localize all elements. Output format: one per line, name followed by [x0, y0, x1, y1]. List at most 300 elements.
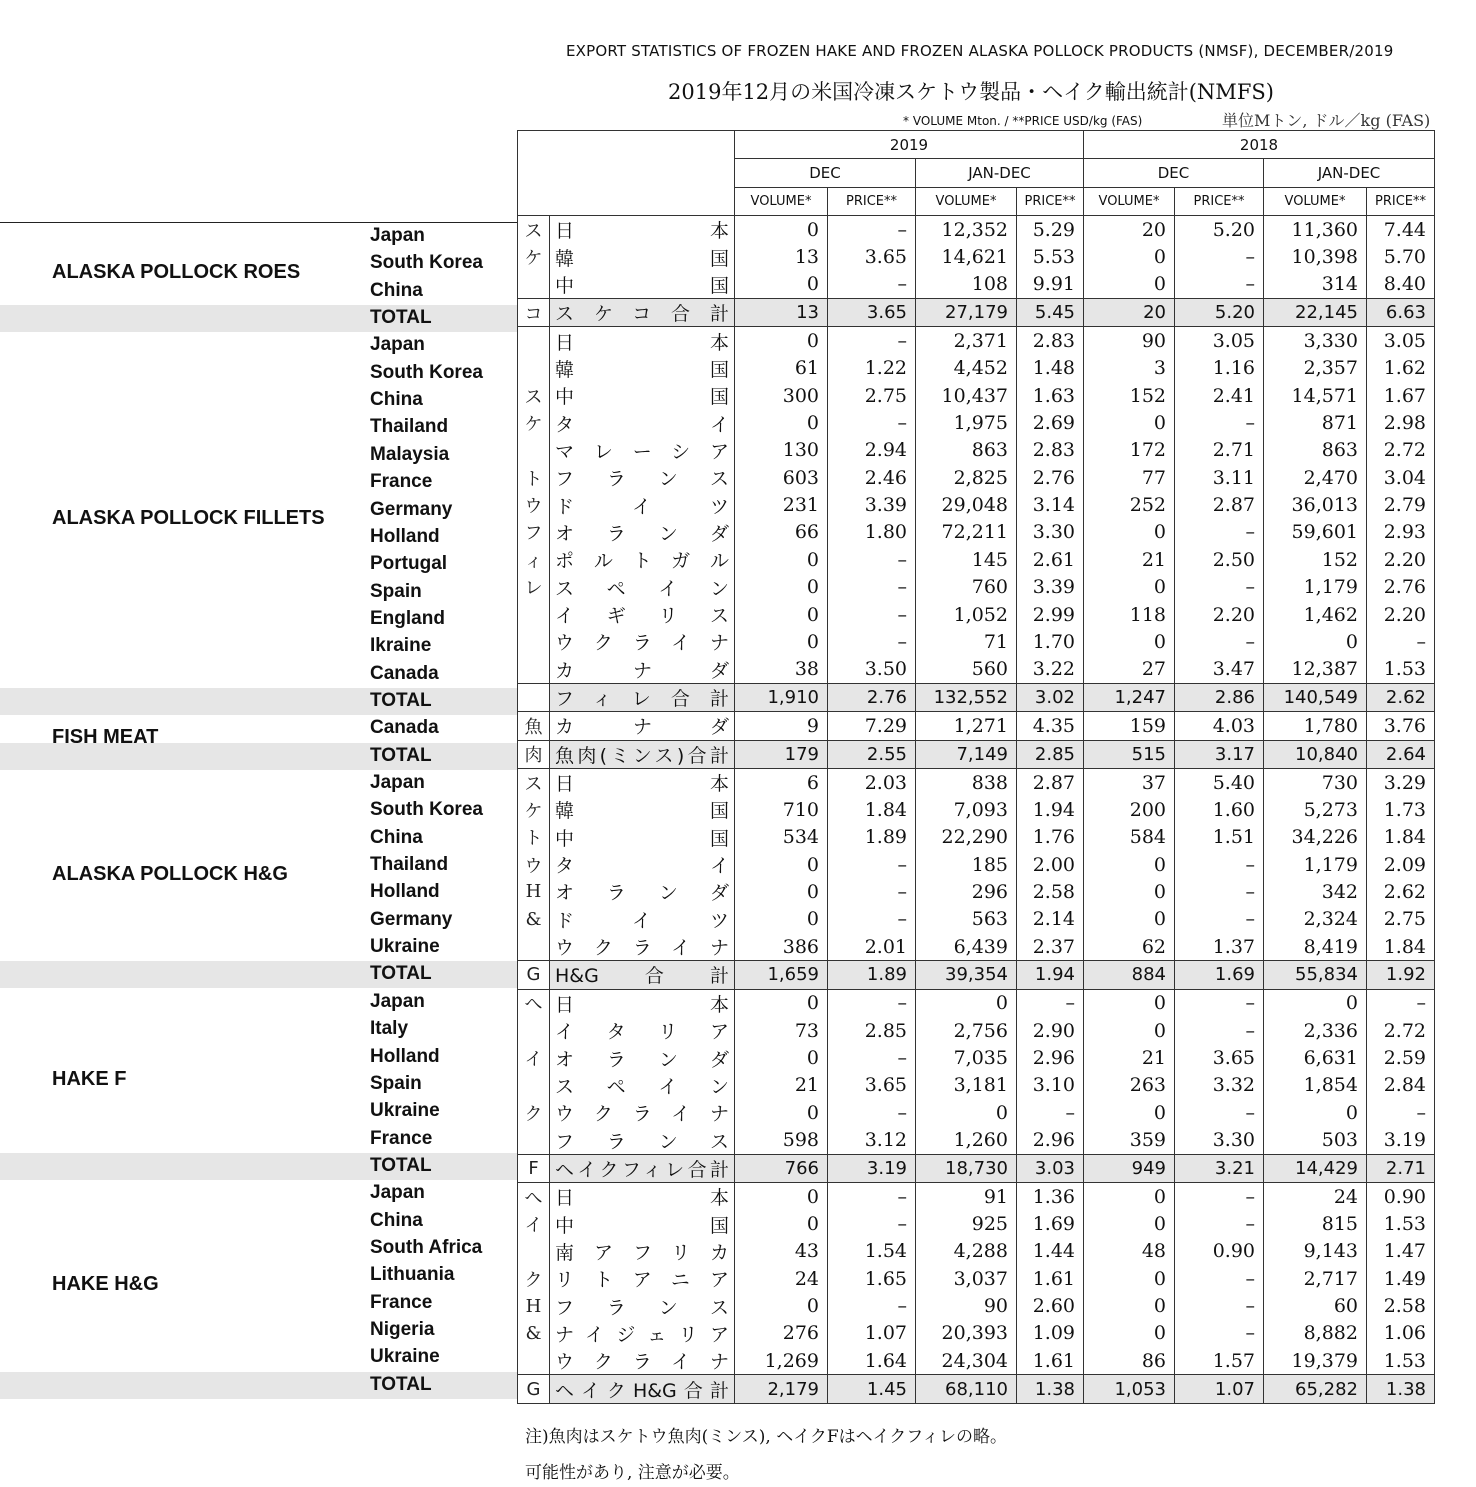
price-cell: 1.36: [1017, 1183, 1084, 1211]
volume-cell: 0: [735, 1210, 828, 1237]
price-cell: –: [828, 271, 916, 299]
table-row: [518, 1099, 1435, 1126]
volume-cell: 2,470: [1264, 464, 1367, 491]
destination-jp: H&G合計: [550, 961, 735, 989]
price-cell: 1.51: [1175, 824, 1264, 851]
price-cell: 1.54: [828, 1238, 916, 1265]
table-row: [518, 1183, 1435, 1211]
volume-cell: 231: [735, 491, 828, 518]
price-cell: 2.90: [1017, 1017, 1084, 1044]
volume-cell: 7,035: [916, 1044, 1017, 1071]
price-cell: 2.93: [1367, 519, 1435, 546]
category-kana: [518, 271, 550, 299]
price-cell: 4.35: [1017, 712, 1084, 740]
price-cell: 2.83: [1017, 327, 1084, 355]
volume-cell: 10,398: [1264, 243, 1367, 270]
volume-cell: 55,834: [1264, 961, 1367, 989]
price-cell: 2.61: [1017, 546, 1084, 573]
table-row: [518, 1017, 1435, 1044]
volume-cell: 68,110: [916, 1375, 1017, 1403]
volume-cell: 24: [735, 1265, 828, 1292]
volume-cell: 6,439: [916, 933, 1017, 961]
volume-cell: 863: [916, 437, 1017, 464]
period-dec-2019: DEC: [735, 159, 916, 187]
section-label: FISH MEAT: [52, 725, 159, 748]
total-band: [0, 305, 517, 332]
volume-cell: 0: [1084, 1265, 1175, 1292]
price-cell: 5.40: [1175, 768, 1264, 796]
volume-cell: 0: [1084, 409, 1175, 436]
destination-jp: イタリア: [550, 1017, 735, 1044]
category-kana: &: [518, 906, 550, 933]
volume-cell: 0: [1084, 243, 1175, 270]
price-cell: –: [1367, 1099, 1435, 1126]
volume-cell: 36,013: [1264, 491, 1367, 518]
country-label: Ikraine: [370, 635, 432, 657]
total-label: TOTAL: [370, 744, 432, 766]
volume-cell: 314: [1264, 271, 1367, 299]
volume-cell: 263: [1084, 1072, 1175, 1099]
country-label: China: [370, 389, 423, 411]
total-band: [0, 688, 517, 715]
price-cell: 2.76: [828, 683, 916, 711]
price-cell: 3.03: [1017, 1154, 1084, 1182]
volume-cell: 1,659: [735, 961, 828, 989]
volume-cell: 766: [735, 1154, 828, 1182]
volume-cell: 1,854: [1264, 1072, 1367, 1099]
price-cell: 3.32: [1175, 1072, 1264, 1099]
table-row: [518, 216, 1435, 244]
price-cell: 2.72: [1367, 437, 1435, 464]
volume-cell: 359: [1084, 1126, 1175, 1154]
table-row: [518, 989, 1435, 1017]
category-kana: &: [518, 1320, 550, 1347]
volume-cell: 0: [1264, 628, 1367, 655]
destination-jp: 日本: [550, 1183, 735, 1211]
volume-cell: 0: [1084, 1017, 1175, 1044]
table-row: [518, 851, 1435, 878]
category-kana: ケ: [518, 796, 550, 823]
volume-cell: 2,756: [916, 1017, 1017, 1044]
price-cell: 2.41: [1175, 382, 1264, 409]
volume-cell: 10,840: [1264, 740, 1367, 768]
volume-cell: 296: [916, 878, 1017, 905]
volume-cell: 132,552: [916, 683, 1017, 711]
price-cell: –: [1175, 989, 1264, 1017]
category-kana: [518, 1126, 550, 1154]
price-cell: 2.96: [1017, 1044, 1084, 1071]
title-english: EXPORT STATISTICS OF FROZEN HAKE AND FROZEN ALASKA POLLOCK PRODUCTS (NMSF), DECEMBER/2019: [566, 42, 1394, 60]
volume-cell: 8,419: [1264, 933, 1367, 961]
country-label: Canada: [370, 717, 439, 739]
price-cell: 1.76: [1017, 824, 1084, 851]
table-row: [518, 546, 1435, 573]
destination-jp: フランス: [550, 1292, 735, 1319]
volume-cell: 515: [1084, 740, 1175, 768]
destination-jp: イギリス: [550, 601, 735, 628]
country-label: Japan: [370, 1182, 425, 1204]
volume-cell: 0: [1084, 1292, 1175, 1319]
price-cell: 1.63: [1017, 382, 1084, 409]
price-cell: –: [828, 1292, 916, 1319]
volume-cell: 34,226: [1264, 824, 1367, 851]
price-cell: 2.60: [1017, 1292, 1084, 1319]
col-price: PRICE**: [1367, 187, 1435, 215]
volume-cell: 1,052: [916, 601, 1017, 628]
volume-cell: 118: [1084, 601, 1175, 628]
price-cell: 2.58: [1367, 1292, 1435, 1319]
price-cell: –: [1175, 1265, 1264, 1292]
volume-cell: 0: [1084, 1099, 1175, 1126]
destination-jp: カナダ: [550, 712, 735, 740]
country-label: Spain: [370, 580, 422, 602]
volume-cell: 534: [735, 824, 828, 851]
section-label: ALASKA POLLOCK H&G: [52, 862, 288, 885]
section-label: ALASKA POLLOCK ROES: [52, 261, 301, 284]
price-cell: 1.67: [1367, 382, 1435, 409]
volume-cell: 13: [735, 243, 828, 270]
table-row: [518, 1072, 1435, 1099]
table-row: [518, 601, 1435, 628]
volume-cell: 1,179: [1264, 574, 1367, 601]
destination-jp: ヘイクH&G合計: [550, 1375, 735, 1403]
price-cell: 1.64: [828, 1347, 916, 1375]
volume-cell: 61: [735, 355, 828, 382]
price-cell: 3.39: [1017, 574, 1084, 601]
country-label: Germany: [370, 498, 453, 520]
destination-jp: 韓国: [550, 243, 735, 270]
volume-cell: 48: [1084, 1238, 1175, 1265]
category-kana: ト: [518, 464, 550, 491]
table-row: [518, 1265, 1435, 1292]
destination-jp: 韓国: [550, 355, 735, 382]
volume-cell: 0: [735, 851, 828, 878]
volume-cell: 0: [1264, 1099, 1367, 1126]
price-cell: 3.05: [1175, 327, 1264, 355]
total-band: [0, 1372, 517, 1399]
price-cell: 3.30: [1175, 1126, 1264, 1154]
price-cell: 0.90: [1367, 1183, 1435, 1211]
volume-cell: 730: [1264, 768, 1367, 796]
category-kana: [518, 1347, 550, 1375]
category-kana: イ: [518, 1044, 550, 1071]
price-cell: 2.96: [1017, 1126, 1084, 1154]
category-kana: ケ: [518, 409, 550, 436]
volume-cell: 130: [735, 437, 828, 464]
volume-cell: 815: [1264, 1210, 1367, 1237]
country-label: Nigeria: [370, 1319, 435, 1340]
price-cell: 2.20: [1175, 601, 1264, 628]
volume-cell: 90: [916, 1292, 1017, 1319]
price-cell: 5.45: [1017, 299, 1084, 327]
price-cell: 1.16: [1175, 355, 1264, 382]
table-row: [518, 1044, 1435, 1071]
volume-cell: 863: [1264, 437, 1367, 464]
destination-jp: 日本: [550, 989, 735, 1017]
price-cell: 1.22: [828, 355, 916, 382]
price-cell: 2.46: [828, 464, 916, 491]
volume-cell: 86: [1084, 1347, 1175, 1375]
category-kana: ス: [518, 382, 550, 409]
volume-cell: 13: [735, 299, 828, 327]
price-cell: 1.84: [828, 796, 916, 823]
header-blank: [518, 131, 735, 216]
volume-cell: 3,330: [1264, 327, 1367, 355]
volume-cell: 0: [1084, 906, 1175, 933]
price-cell: –: [1175, 1099, 1264, 1126]
period-jandec-2018: JAN-DEC: [1264, 159, 1435, 187]
price-cell: –: [1175, 878, 1264, 905]
volume-cell: 0: [1264, 989, 1367, 1017]
price-cell: 1.38: [1367, 1375, 1435, 1403]
price-cell: 2.20: [1367, 546, 1435, 573]
volume-cell: 3,181: [916, 1072, 1017, 1099]
volume-cell: 29,048: [916, 491, 1017, 518]
volume-cell: 60: [1264, 1292, 1367, 1319]
volume-cell: 0: [735, 574, 828, 601]
country-label: Germany: [370, 908, 453, 930]
table-row: [518, 768, 1435, 796]
country-label: Portugal: [370, 553, 448, 575]
destination-jp: 日本: [550, 327, 735, 355]
volume-cell: 72,211: [916, 519, 1017, 546]
price-cell: 2.71: [1367, 1154, 1435, 1182]
category-kana: G: [518, 961, 550, 989]
volume-cell: 19,379: [1264, 1347, 1367, 1375]
category-kana: フ: [518, 519, 550, 546]
country-label: Holland: [370, 1045, 440, 1067]
price-cell: 1.94: [1017, 961, 1084, 989]
volume-cell: 39,354: [916, 961, 1017, 989]
price-cell: 2.79: [1367, 491, 1435, 518]
volume-cell: 77: [1084, 464, 1175, 491]
volume-cell: 0: [1084, 1320, 1175, 1347]
country-label: Ukraine: [370, 936, 440, 958]
destination-jp: ヘイクフィレ合計: [550, 1154, 735, 1182]
price-cell: –: [828, 1210, 916, 1237]
table-row: [518, 906, 1435, 933]
country-label: Spain: [370, 1072, 422, 1094]
price-cell: 1.80: [828, 519, 916, 546]
period-dec-2018: DEC: [1084, 159, 1264, 187]
volume-cell: 598: [735, 1126, 828, 1154]
total-band: [0, 1153, 517, 1180]
total-band: [0, 961, 517, 988]
volume-cell: 108: [916, 271, 1017, 299]
volume-cell: 1,247: [1084, 683, 1175, 711]
volume-cell: 0: [735, 546, 828, 573]
price-cell: 2.00: [1017, 851, 1084, 878]
volume-cell: 43: [735, 1238, 828, 1265]
price-cell: 2.59: [1367, 1044, 1435, 1071]
section-label: HAKE H&G: [52, 1272, 159, 1295]
price-cell: 2.87: [1017, 768, 1084, 796]
country-label: Holland: [370, 881, 440, 903]
volume-cell: 0: [916, 1099, 1017, 1126]
destination-jp: マレーシア: [550, 437, 735, 464]
category-kana: [518, 1072, 550, 1099]
price-cell: 1.07: [1175, 1375, 1264, 1403]
total-label: TOTAL: [370, 963, 432, 985]
price-cell: 4.03: [1175, 712, 1264, 740]
table-row: [518, 382, 1435, 409]
category-kana: レ: [518, 574, 550, 601]
total-row: [518, 683, 1435, 711]
volume-cell: 2,179: [735, 1375, 828, 1403]
table-row: [518, 355, 1435, 382]
volume-cell: 62: [1084, 933, 1175, 961]
price-cell: 1.53: [1367, 1210, 1435, 1237]
volume-cell: 0: [1084, 1183, 1175, 1211]
country-label: China: [370, 279, 423, 301]
volume-cell: 252: [1084, 491, 1175, 518]
category-kana: [518, 933, 550, 961]
price-cell: –: [828, 989, 916, 1017]
col-volume: VOLUME*: [1084, 187, 1175, 215]
price-cell: 3.11: [1175, 464, 1264, 491]
volume-cell: 2,357: [1264, 355, 1367, 382]
price-cell: 2.76: [1017, 464, 1084, 491]
table-row: [518, 574, 1435, 601]
country-label: Thailand: [370, 854, 449, 876]
price-cell: –: [1017, 989, 1084, 1017]
destination-jp: ドイツ: [550, 906, 735, 933]
volume-cell: 145: [916, 546, 1017, 573]
price-cell: –: [828, 906, 916, 933]
price-cell: 1.47: [1367, 1238, 1435, 1265]
price-cell: –: [828, 1044, 916, 1071]
price-cell: 1.57: [1175, 1347, 1264, 1375]
price-cell: 3.39: [828, 491, 916, 518]
country-label: Japan: [370, 990, 425, 1012]
destination-jp: 中国: [550, 271, 735, 299]
volume-cell: 65,282: [1264, 1375, 1367, 1403]
footnote-2: 可能性があり, 注意が必要。: [525, 1463, 740, 1483]
price-cell: –: [828, 601, 916, 628]
destination-jp: ウクライナ: [550, 628, 735, 655]
price-cell: 3.19: [828, 1154, 916, 1182]
table-row: [518, 1210, 1435, 1237]
volume-cell: 6: [735, 768, 828, 796]
price-cell: 2.62: [1367, 878, 1435, 905]
table-row: [518, 1126, 1435, 1154]
volume-cell: 925: [916, 1210, 1017, 1237]
volume-cell: 20,393: [916, 1320, 1017, 1347]
price-cell: 2.75: [1367, 906, 1435, 933]
price-cell: 1.07: [828, 1320, 916, 1347]
price-cell: –: [1175, 271, 1264, 299]
price-cell: –: [1175, 851, 1264, 878]
destination-jp: ポルトガル: [550, 546, 735, 573]
price-cell: –: [828, 409, 916, 436]
price-cell: 1.38: [1017, 1375, 1084, 1403]
volume-cell: 11,360: [1264, 216, 1367, 244]
price-cell: –: [1175, 1292, 1264, 1319]
volume-cell: 152: [1264, 546, 1367, 573]
price-cell: 1.69: [1175, 961, 1264, 989]
price-cell: –: [1175, 1210, 1264, 1237]
category-kana: ケ: [518, 243, 550, 270]
country-label: Ukraine: [370, 1100, 440, 1122]
year-2018: 2018: [1084, 131, 1435, 159]
price-cell: 1.84: [1367, 824, 1435, 851]
destination-jp: 日本: [550, 216, 735, 244]
table-row: [518, 327, 1435, 355]
volume-cell: 0: [735, 1044, 828, 1071]
total-row: [518, 740, 1435, 768]
table-row: [518, 243, 1435, 270]
volume-cell: 200: [1084, 796, 1175, 823]
volume-cell: 584: [1084, 824, 1175, 851]
volume-cell: 9: [735, 712, 828, 740]
price-cell: 1.44: [1017, 1238, 1084, 1265]
country-label: China: [370, 826, 423, 848]
volume-cell: 710: [735, 796, 828, 823]
destination-jp: フランス: [550, 464, 735, 491]
category-kana: H: [518, 878, 550, 905]
price-cell: –: [1175, 519, 1264, 546]
header-years: [518, 131, 1435, 159]
volume-cell: 0: [735, 628, 828, 655]
table-row: [518, 464, 1435, 491]
section-label: ALASKA POLLOCK FILLETS: [52, 507, 325, 530]
category-kana: [518, 1017, 550, 1044]
category-kana: [518, 683, 550, 711]
section-label: HAKE F: [52, 1067, 127, 1090]
price-cell: 2.50: [1175, 546, 1264, 573]
price-cell: 5.20: [1175, 216, 1264, 244]
volume-cell: 179: [735, 740, 828, 768]
volume-cell: 2,336: [1264, 1017, 1367, 1044]
category-kana: コ: [518, 299, 550, 327]
price-cell: 3.76: [1367, 712, 1435, 740]
category-kana: へ: [518, 1183, 550, 1211]
category-kana: [518, 355, 550, 382]
price-cell: –: [1175, 409, 1264, 436]
price-cell: 1.69: [1017, 1210, 1084, 1237]
country-label: South Korea: [370, 799, 483, 821]
destination-jp: リトアニア: [550, 1265, 735, 1292]
volume-cell: 10,437: [916, 382, 1017, 409]
price-cell: 1.84: [1367, 933, 1435, 961]
unit-japanese: 単位Mトン, ドル／kg (FAS): [1222, 111, 1431, 130]
price-cell: 1.65: [828, 1265, 916, 1292]
price-cell: 2.75: [828, 382, 916, 409]
category-kana: [518, 1238, 550, 1265]
total-row: [518, 1154, 1435, 1182]
volume-cell: 1,462: [1264, 601, 1367, 628]
price-cell: 1.53: [1367, 1347, 1435, 1375]
table-row: [518, 628, 1435, 655]
table-row: [518, 271, 1435, 299]
volume-cell: 871: [1264, 409, 1367, 436]
country-label: England: [370, 607, 445, 629]
price-cell: –: [1017, 1099, 1084, 1126]
price-cell: –: [1175, 906, 1264, 933]
volume-cell: 12,387: [1264, 656, 1367, 684]
country-label: Japan: [370, 772, 425, 793]
volume-cell: 21: [1084, 1044, 1175, 1071]
table-row: [518, 796, 1435, 823]
volume-cell: 1,053: [1084, 1375, 1175, 1403]
country-label: Italy: [370, 1018, 409, 1040]
price-cell: 2.84: [1367, 1072, 1435, 1099]
price-cell: 3.47: [1175, 656, 1264, 684]
title-japanese: 2019年12月の米国冷凍スケトウ製品・ヘイク輸出統計(NMFS): [668, 80, 1274, 104]
destination-jp: ドイツ: [550, 491, 735, 518]
volume-cell: 7,149: [916, 740, 1017, 768]
price-cell: 0.90: [1175, 1238, 1264, 1265]
